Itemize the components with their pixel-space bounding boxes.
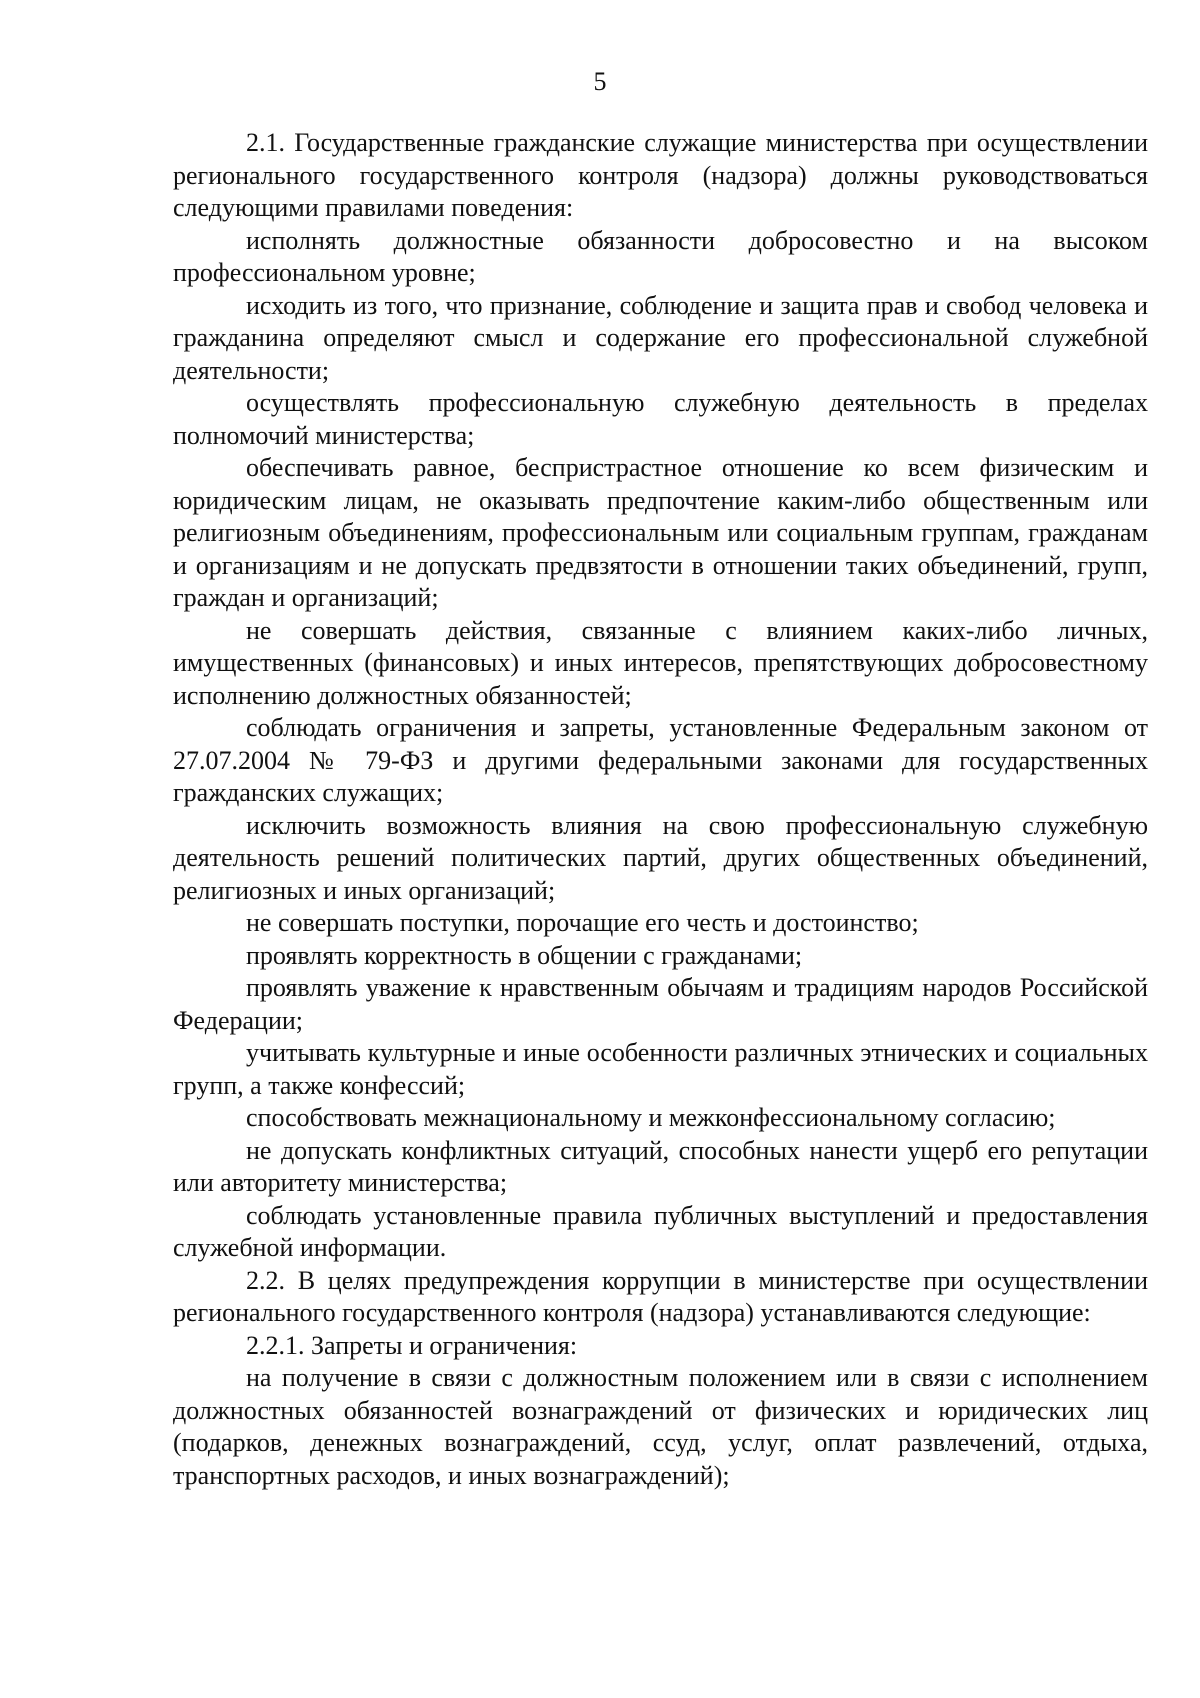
list-item: способствовать межнациональному и межконфессиональному согласию; [246,1103,1056,1132]
list-item: исключить возможность влияния на свою профессиональную служебную деятельность решений политических партий, других общественных объединений, религиозных и иных организаций; [173,810,1148,905]
list-item: не совершать действия, связанные с влиянием каких-либо личных, имущественных (финансовых) и иных интересов, препятствующих добросовестному исполнению должностных обязанностей; [173,615,1148,710]
list-item: обеспечивать равное, беспристрастное отношение ко всем физическим и юридическим лицам, не оказывать предпочтение каким-либо общественным или религиозным объединениям, профессиональным или социальным группам, гражданам и организациям и не допускать предвзятости в отношении таких объединений, групп, граждан и организаций; [173,453,1148,612]
document-body [173,127,1148,1492]
list-item: проявлять уважение к нравственным обычаям и традициям народов Российской Федерации; [173,973,1148,1035]
page-number: 5 [593,67,607,96]
paragraph-2-2-1: 2.2.1. Запреты и ограничения: [246,1330,578,1360]
list-item: не совершать поступки, порочащие его честь и достоинство; [246,908,919,937]
list-item: соблюдать ограничения и запреты, установленные Федеральным законом от 27.07.2004 № 79-ФЗ и другими федеральными законами для государственных гражданских служащих; [173,713,1148,807]
paragraph-2-2: 2.2. В целях предупреждения коррупции в министерстве при осуществлении регионального государственного контроля (надзора) устанавливаются следующие: [173,1265,1148,1327]
list-item: на получение в связи с должностным положением или в связи с исполнением должностных обязанностей вознаграждений от физических и юридических лиц (подарков, денежных вознаграждений, ссуд, услуг, оплат развлечений, отдыха, транспортных расходов, и иных вознаграждений); [173,1363,1148,1490]
list-item: осуществлять профессиональную служебную деятельность в пределах полномочий министерства; [173,388,1148,450]
list-item: учитывать культурные и иные особенности различных этнических и социальных групп, а также конфессий; [173,1038,1148,1100]
paragraph-2-1: 2.1. Государственные гражданские служащие министерства при осуществлении регионального государственного контроля (надзора) должны руководствоваться следующими правилами поведения: [173,128,1148,222]
list-item: соблюдать установленные правила публичных выступлений и предоставления служебной информации. [173,1200,1148,1262]
list-item: исполнять должностные обязанности добросовестно и на высоком профессиональном уровне; [173,225,1148,287]
list-item: не допускать конфликтных ситуаций, способных нанести ущерб его репутации или авторитету министерства; [173,1135,1148,1197]
list-item: исходить из того, что признание, соблюдение и защита прав и свобод человека и гражданина определяют смысл и содержание его профессиональной служебной деятельности; [173,290,1148,385]
list-item: проявлять корректность в общении с гражданами; [246,940,803,970]
